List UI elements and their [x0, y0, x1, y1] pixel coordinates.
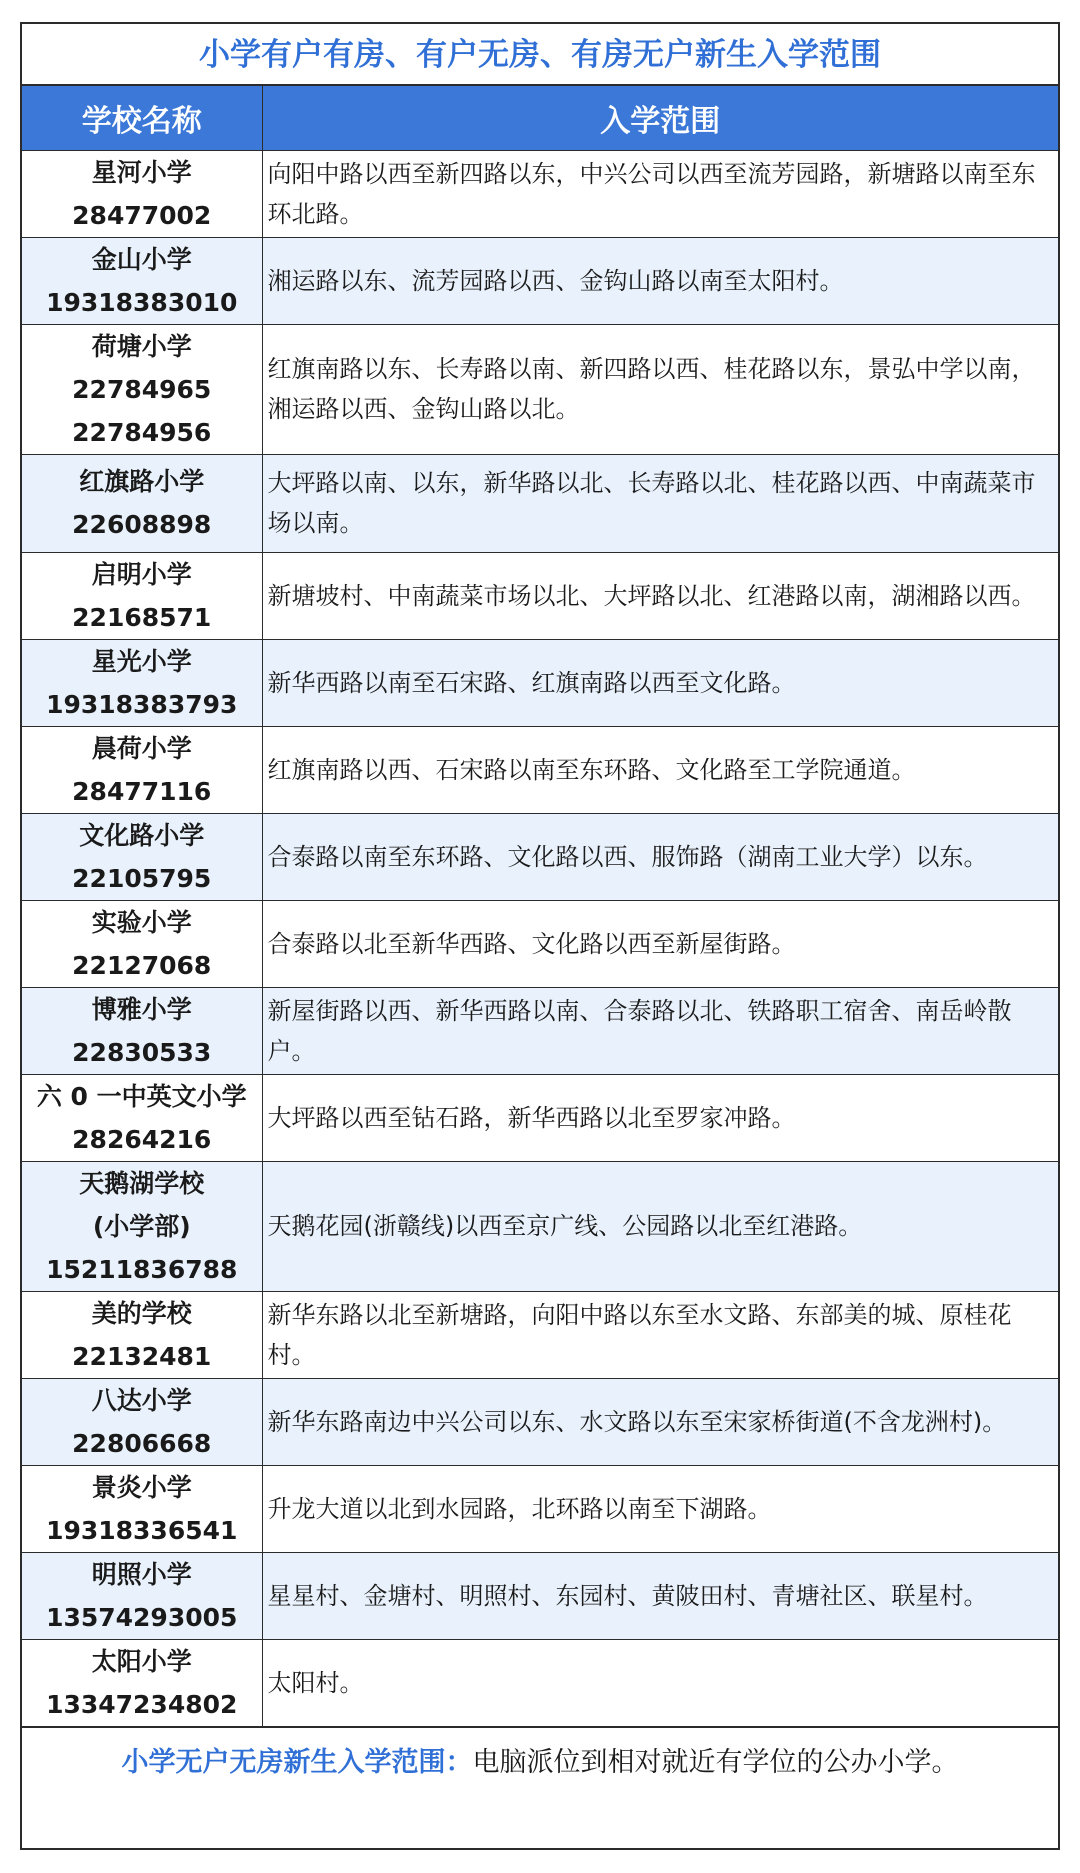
school-cell — [22, 237, 262, 324]
school-phone: 22806668 — [72, 1428, 212, 1458]
school-name: 明照小学 — [91, 1559, 192, 1589]
table-row — [22, 552, 1058, 639]
page-title: 小学有户有房、有户无房、有房无户新生入学范围 — [22, 24, 1058, 86]
table-row — [22, 1161, 1058, 1291]
table-body — [22, 150, 1058, 1726]
school-phone: 13574293005 — [46, 1602, 238, 1632]
enrollment-table — [22, 86, 1058, 1727]
table-row — [22, 987, 1058, 1074]
school-cell — [22, 324, 262, 454]
column-header-range: 入学范围 — [262, 86, 1058, 150]
school-name: 天鹅湖学校 — [79, 1168, 205, 1198]
school-name: 美的学校 — [91, 1298, 192, 1328]
footer-text: 电脑派位到相对就近有学位的公办小学。 — [472, 1746, 959, 1778]
school-cell — [22, 1074, 262, 1161]
enrollment-range: 大坪路以南、以东，新华路以北、长寿路以北、桂花路以西、中南蔬菜市场以南。 — [262, 454, 1058, 552]
table-row — [22, 237, 1058, 324]
school-cell — [22, 726, 262, 813]
table-row — [22, 1378, 1058, 1465]
school-phone: 22608898 — [72, 510, 212, 539]
school-phone: 22784956 — [72, 417, 212, 447]
school-name: 景炎小学 — [91, 1472, 192, 1502]
table-row — [22, 1465, 1058, 1552]
school-name: 太阳小学 — [91, 1646, 192, 1676]
enrollment-range: 新屋街路以西、新华西路以南、合泰路以北、铁路职工宿舍、南岳岭散户。 — [262, 987, 1058, 1074]
table-row — [22, 813, 1058, 900]
enrollment-range: 合泰路以北至新华西路、文化路以西至新屋街路。 — [262, 900, 1058, 987]
table-header-row — [22, 86, 1058, 150]
enrollment-range: 天鹅花园(浙赣线)以西至京广线、公园路以北至红港路。 — [262, 1161, 1058, 1291]
school-phone: 19318383010 — [46, 287, 238, 317]
school-cell — [22, 1378, 262, 1465]
enrollment-range: 红旗南路以东、长寿路以南、新四路以西、桂花路以东，景弘中学以南，湘运路以西、金钩山路以北。 — [262, 324, 1058, 454]
enrollment-range: 星星村、金塘村、明照村、东园村、黄陂田村、青塘社区、联星村。 — [262, 1552, 1058, 1639]
table-row — [22, 1074, 1058, 1161]
enrollment-range: 大坪路以西至钻石路，新华西路以北至罗家冲路。 — [262, 1074, 1058, 1161]
enrollment-range: 新华东路以北至新塘路，向阳中路以东至水文路、东部美的城、原桂花村。 — [262, 1291, 1058, 1378]
school-phone: 15211836788 — [46, 1254, 238, 1284]
enrollment-range: 红旗南路以西、石宋路以南至东环路、文化路至工学院通道。 — [262, 726, 1058, 813]
school-phone: 22127068 — [72, 950, 212, 980]
school-name: 星河小学 — [91, 157, 192, 187]
school-cell — [22, 987, 262, 1074]
school-subname: (小学部) — [92, 1211, 191, 1241]
table-row — [22, 639, 1058, 726]
school-phone: 22132481 — [72, 1341, 212, 1371]
school-name: 启明小学 — [91, 559, 192, 589]
school-cell — [22, 1161, 262, 1291]
school-name: 星光小学 — [91, 646, 192, 676]
table-row — [22, 150, 1058, 237]
table-row — [22, 454, 1058, 552]
school-name: 红旗路小学 — [79, 467, 205, 496]
column-header-school: 学校名称 — [22, 86, 262, 150]
school-cell — [22, 1291, 262, 1378]
school-name: 荷塘小学 — [91, 331, 192, 361]
school-phone: 28264216 — [72, 1124, 212, 1154]
school-name: 金山小学 — [91, 244, 192, 274]
enrollment-range: 新华东路南边中兴公司以东、水文路以东至宋家桥街道(不含龙洲村)。 — [262, 1378, 1058, 1465]
school-phone: 13347234802 — [46, 1689, 238, 1719]
school-cell — [22, 1639, 262, 1726]
school-phone: 19318336541 — [46, 1515, 238, 1545]
school-name: 实验小学 — [91, 907, 192, 937]
school-cell — [22, 1465, 262, 1552]
school-cell — [22, 900, 262, 987]
school-cell — [22, 150, 262, 237]
enrollment-table-frame — [20, 22, 1060, 1850]
table-row — [22, 726, 1058, 813]
school-name: 博雅小学 — [91, 994, 192, 1024]
table-row — [22, 900, 1058, 987]
enrollment-range: 向阳中路以西至新四路以东，中兴公司以西至流芳园路，新塘路以南至东环北路。 — [262, 150, 1058, 237]
enrollment-range: 太阳村。 — [262, 1639, 1058, 1726]
school-name: 晨荷小学 — [91, 733, 192, 763]
footer-note — [22, 1727, 1058, 1797]
school-cell — [22, 454, 262, 552]
table-row — [22, 324, 1058, 454]
school-cell — [22, 813, 262, 900]
school-cell — [22, 639, 262, 726]
enrollment-range: 新塘坡村、中南蔬菜市场以北、大坪路以北、红港路以南，湖湘路以西。 — [262, 552, 1058, 639]
school-name: 文化路小学 — [79, 820, 205, 850]
school-phone: 22168571 — [72, 602, 212, 632]
school-name: 八达小学 — [91, 1385, 192, 1415]
enrollment-range: 升龙大道以北到水园路，北环路以南至下湖路。 — [262, 1465, 1058, 1552]
school-phone: 22830533 — [72, 1037, 212, 1067]
table-row — [22, 1552, 1058, 1639]
school-phone: 22105795 — [72, 863, 212, 893]
school-phone: 22784965 — [72, 374, 212, 404]
school-phone: 28477116 — [72, 776, 212, 806]
enrollment-range: 合泰路以南至东环路、文化路以西、服饰路（湖南工业大学）以东。 — [262, 813, 1058, 900]
table-row — [22, 1291, 1058, 1378]
school-phone: 19318383793 — [46, 689, 238, 719]
footer-label: 小学无户无房新生入学范围： — [121, 1746, 473, 1778]
school-phone: 28477002 — [72, 200, 212, 230]
enrollment-range: 新华西路以南至石宋路、红旗南路以西至文化路。 — [262, 639, 1058, 726]
school-cell — [22, 552, 262, 639]
enrollment-range: 湘运路以东、流芳园路以西、金钩山路以南至太阳村。 — [262, 237, 1058, 324]
table-row — [22, 1639, 1058, 1726]
school-name: 六 0 一中英文小学 — [36, 1081, 247, 1111]
school-cell — [22, 1552, 262, 1639]
